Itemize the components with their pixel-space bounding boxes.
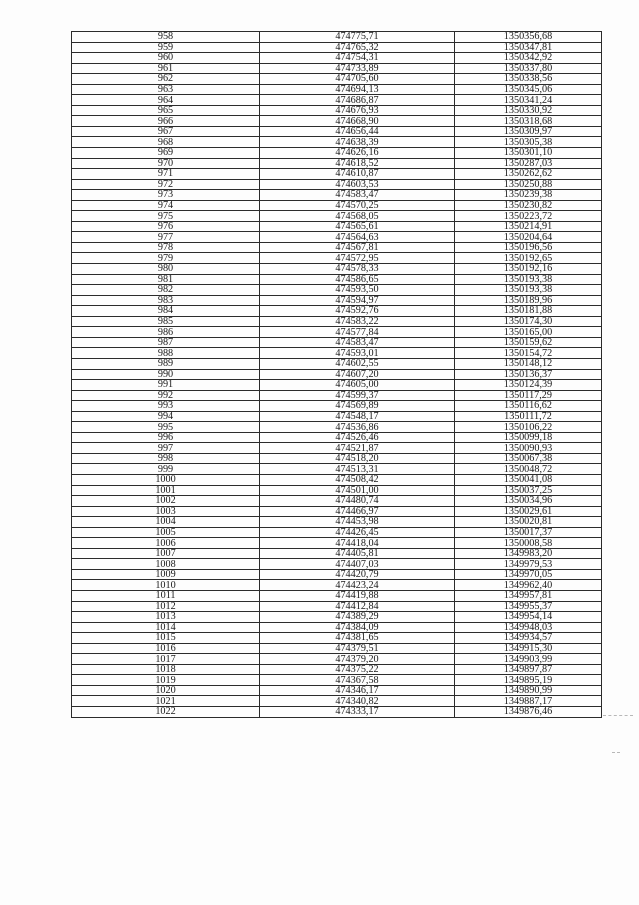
x-coordinate-cell: 474603,53 bbox=[260, 179, 455, 190]
x-coordinate-cell: 474583,47 bbox=[260, 337, 455, 348]
y-coordinate-cell: 1350338,56 bbox=[455, 74, 602, 85]
point-number-cell: 1007 bbox=[72, 548, 260, 559]
table-row bbox=[72, 485, 602, 496]
y-coordinate-cell: 1349979,53 bbox=[455, 559, 602, 570]
table-row bbox=[72, 390, 602, 401]
x-coordinate-cell: 474548,17 bbox=[260, 411, 455, 422]
point-number-cell: 1001 bbox=[72, 485, 260, 496]
x-coordinate-cell: 474418,04 bbox=[260, 538, 455, 549]
y-coordinate-cell: 1350034,96 bbox=[455, 496, 602, 507]
y-coordinate-cell: 1350008,58 bbox=[455, 538, 602, 549]
point-number-cell: 1010 bbox=[72, 580, 260, 591]
coordinates-table-body bbox=[72, 32, 602, 718]
point-number-cell: 1004 bbox=[72, 517, 260, 528]
y-coordinate-cell: 1350301,10 bbox=[455, 148, 602, 159]
table-row bbox=[72, 264, 602, 275]
y-coordinate-cell: 1349957,81 bbox=[455, 590, 602, 601]
y-coordinate-cell: 1350154,72 bbox=[455, 348, 602, 359]
y-coordinate-cell: 1350067,38 bbox=[455, 453, 602, 464]
point-number-cell: 984 bbox=[72, 306, 260, 317]
point-number-cell: 981 bbox=[72, 274, 260, 285]
y-coordinate-cell: 1350159,62 bbox=[455, 337, 602, 348]
point-number-cell: 976 bbox=[72, 221, 260, 232]
table-row bbox=[72, 221, 602, 232]
point-number-cell: 1000 bbox=[72, 474, 260, 485]
x-coordinate-cell: 474564,63 bbox=[260, 232, 455, 243]
y-coordinate-cell: 1350181,88 bbox=[455, 306, 602, 317]
x-coordinate-cell: 474599,37 bbox=[260, 390, 455, 401]
point-number-cell: 977 bbox=[72, 232, 260, 243]
x-coordinate-cell: 474466,97 bbox=[260, 506, 455, 517]
table-row bbox=[72, 369, 602, 380]
point-number-cell: 970 bbox=[72, 158, 260, 169]
table-row bbox=[72, 242, 602, 253]
y-coordinate-cell: 1350116,62 bbox=[455, 401, 602, 412]
x-coordinate-cell: 474340,82 bbox=[260, 696, 455, 707]
table-row bbox=[72, 506, 602, 517]
y-coordinate-cell: 1349903,99 bbox=[455, 654, 602, 665]
point-number-cell: 980 bbox=[72, 264, 260, 275]
x-coordinate-cell: 474656,44 bbox=[260, 126, 455, 137]
table-row bbox=[72, 432, 602, 443]
x-coordinate-cell: 474379,20 bbox=[260, 654, 455, 665]
y-coordinate-cell: 1350193,38 bbox=[455, 274, 602, 285]
x-coordinate-cell: 474419,88 bbox=[260, 590, 455, 601]
point-number-cell: 967 bbox=[72, 126, 260, 137]
table-row bbox=[72, 53, 602, 64]
point-number-cell: 978 bbox=[72, 242, 260, 253]
x-coordinate-cell: 474605,00 bbox=[260, 380, 455, 391]
table-row bbox=[72, 158, 602, 169]
table-row bbox=[72, 169, 602, 180]
x-coordinate-cell: 474626,16 bbox=[260, 148, 455, 159]
x-coordinate-cell: 474412,84 bbox=[260, 601, 455, 612]
y-coordinate-cell: 1349970,05 bbox=[455, 569, 602, 580]
table-row bbox=[72, 453, 602, 464]
point-number-cell: 1011 bbox=[72, 590, 260, 601]
y-coordinate-cell: 1350356,68 bbox=[455, 32, 602, 43]
point-number-cell: 969 bbox=[72, 148, 260, 159]
point-number-cell: 1013 bbox=[72, 612, 260, 623]
table-row bbox=[72, 337, 602, 348]
point-number-cell: 968 bbox=[72, 137, 260, 148]
y-coordinate-cell: 1350305,38 bbox=[455, 137, 602, 148]
y-coordinate-cell: 1350029,61 bbox=[455, 506, 602, 517]
table-row bbox=[72, 643, 602, 654]
scan-artifact-mark bbox=[612, 752, 620, 753]
y-coordinate-cell: 1349948,03 bbox=[455, 622, 602, 633]
table-row bbox=[72, 411, 602, 422]
x-coordinate-cell: 474578,33 bbox=[260, 264, 455, 275]
table-row bbox=[72, 559, 602, 570]
x-coordinate-cell: 474638,39 bbox=[260, 137, 455, 148]
x-coordinate-cell: 474565,61 bbox=[260, 221, 455, 232]
x-coordinate-cell: 474346,17 bbox=[260, 685, 455, 696]
table-row bbox=[72, 601, 602, 612]
table-row bbox=[72, 527, 602, 538]
y-coordinate-cell: 1349876,46 bbox=[455, 707, 602, 718]
x-coordinate-cell: 474592,76 bbox=[260, 306, 455, 317]
x-coordinate-cell: 474676,93 bbox=[260, 105, 455, 116]
point-number-cell: 994 bbox=[72, 411, 260, 422]
x-coordinate-cell: 474513,31 bbox=[260, 464, 455, 475]
y-coordinate-cell: 1349887,17 bbox=[455, 696, 602, 707]
point-number-cell: 1017 bbox=[72, 654, 260, 665]
table-row bbox=[72, 474, 602, 485]
table-row bbox=[72, 327, 602, 338]
y-coordinate-cell: 1350041,08 bbox=[455, 474, 602, 485]
x-coordinate-cell: 474567,81 bbox=[260, 242, 455, 253]
table-row bbox=[72, 380, 602, 391]
x-coordinate-cell: 474381,65 bbox=[260, 633, 455, 644]
y-coordinate-cell: 1350136,37 bbox=[455, 369, 602, 380]
x-coordinate-cell: 474518,20 bbox=[260, 453, 455, 464]
point-number-cell: 961 bbox=[72, 63, 260, 74]
table-row bbox=[72, 200, 602, 211]
y-coordinate-cell: 1349915,30 bbox=[455, 643, 602, 654]
point-number-cell: 959 bbox=[72, 42, 260, 53]
x-coordinate-cell: 474593,01 bbox=[260, 348, 455, 359]
y-coordinate-cell: 1350230,82 bbox=[455, 200, 602, 211]
point-number-cell: 990 bbox=[72, 369, 260, 380]
x-coordinate-cell: 474570,25 bbox=[260, 200, 455, 211]
point-number-cell: 974 bbox=[72, 200, 260, 211]
point-number-cell: 972 bbox=[72, 179, 260, 190]
x-coordinate-cell: 474426,45 bbox=[260, 527, 455, 538]
y-coordinate-cell: 1350192,16 bbox=[455, 264, 602, 275]
y-coordinate-cell: 1350287,03 bbox=[455, 158, 602, 169]
x-coordinate-cell: 474754,31 bbox=[260, 53, 455, 64]
point-number-cell: 989 bbox=[72, 358, 260, 369]
table-row bbox=[72, 116, 602, 127]
point-number-cell: 988 bbox=[72, 348, 260, 359]
x-coordinate-cell: 474480,74 bbox=[260, 496, 455, 507]
point-number-cell: 1014 bbox=[72, 622, 260, 633]
y-coordinate-cell: 1350192,65 bbox=[455, 253, 602, 264]
y-coordinate-cell: 1350341,24 bbox=[455, 95, 602, 106]
y-coordinate-cell: 1349895,19 bbox=[455, 675, 602, 686]
table-row bbox=[72, 464, 602, 475]
point-number-cell: 979 bbox=[72, 253, 260, 264]
table-row bbox=[72, 253, 602, 264]
table-row bbox=[72, 232, 602, 243]
table-row bbox=[72, 306, 602, 317]
x-coordinate-cell: 474586,65 bbox=[260, 274, 455, 285]
point-number-cell: 996 bbox=[72, 432, 260, 443]
y-coordinate-cell: 1350239,38 bbox=[455, 190, 602, 201]
table-row bbox=[72, 496, 602, 507]
table-row bbox=[72, 316, 602, 327]
table-row bbox=[72, 675, 602, 686]
y-coordinate-cell: 1350124,39 bbox=[455, 380, 602, 391]
point-number-cell: 1016 bbox=[72, 643, 260, 654]
point-number-cell: 993 bbox=[72, 401, 260, 412]
x-coordinate-cell: 474384,09 bbox=[260, 622, 455, 633]
y-coordinate-cell: 1349934,57 bbox=[455, 633, 602, 644]
point-number-cell: 1003 bbox=[72, 506, 260, 517]
point-number-cell: 1022 bbox=[72, 707, 260, 718]
x-coordinate-cell: 474453,98 bbox=[260, 517, 455, 528]
point-number-cell: 963 bbox=[72, 84, 260, 95]
table-row bbox=[72, 633, 602, 644]
point-number-cell: 1021 bbox=[72, 696, 260, 707]
y-coordinate-cell: 1350106,22 bbox=[455, 422, 602, 433]
y-coordinate-cell: 1350037,25 bbox=[455, 485, 602, 496]
table-row bbox=[72, 517, 602, 528]
x-coordinate-cell: 474379,51 bbox=[260, 643, 455, 654]
y-coordinate-cell: 1350111,72 bbox=[455, 411, 602, 422]
table-row bbox=[72, 84, 602, 95]
table-row bbox=[72, 590, 602, 601]
x-coordinate-cell: 474694,13 bbox=[260, 84, 455, 95]
y-coordinate-cell: 1350337,80 bbox=[455, 63, 602, 74]
table-row bbox=[72, 654, 602, 665]
point-number-cell: 983 bbox=[72, 295, 260, 306]
x-coordinate-cell: 474765,32 bbox=[260, 42, 455, 53]
table-row bbox=[72, 685, 602, 696]
y-coordinate-cell: 1350165,00 bbox=[455, 327, 602, 338]
table-row bbox=[72, 538, 602, 549]
y-coordinate-cell: 1350117,29 bbox=[455, 390, 602, 401]
y-coordinate-cell: 1349955,37 bbox=[455, 601, 602, 612]
y-coordinate-cell: 1350017,37 bbox=[455, 527, 602, 538]
y-coordinate-cell: 1349962,40 bbox=[455, 580, 602, 591]
x-coordinate-cell: 474607,20 bbox=[260, 369, 455, 380]
table-row bbox=[72, 622, 602, 633]
table-row bbox=[72, 401, 602, 412]
point-number-cell: 992 bbox=[72, 390, 260, 401]
table-row bbox=[72, 95, 602, 106]
y-coordinate-cell: 1350196,56 bbox=[455, 242, 602, 253]
x-coordinate-cell: 474705,60 bbox=[260, 74, 455, 85]
table-row bbox=[72, 348, 602, 359]
x-coordinate-cell: 474610,87 bbox=[260, 169, 455, 180]
y-coordinate-cell: 1349954,14 bbox=[455, 612, 602, 623]
point-number-cell: 995 bbox=[72, 422, 260, 433]
x-coordinate-cell: 474686,87 bbox=[260, 95, 455, 106]
y-coordinate-cell: 1350148,12 bbox=[455, 358, 602, 369]
y-coordinate-cell: 1350099,18 bbox=[455, 432, 602, 443]
x-coordinate-cell: 474536,86 bbox=[260, 422, 455, 433]
x-coordinate-cell: 474594,97 bbox=[260, 295, 455, 306]
table-row bbox=[72, 696, 602, 707]
y-coordinate-cell: 1349890,99 bbox=[455, 685, 602, 696]
x-coordinate-cell: 474420,79 bbox=[260, 569, 455, 580]
table-row bbox=[72, 707, 602, 718]
y-coordinate-cell: 1350262,62 bbox=[455, 169, 602, 180]
y-coordinate-cell: 1350330,92 bbox=[455, 105, 602, 116]
x-coordinate-cell: 474375,22 bbox=[260, 664, 455, 675]
x-coordinate-cell: 474501,00 bbox=[260, 485, 455, 496]
point-number-cell: 1005 bbox=[72, 527, 260, 538]
x-coordinate-cell: 474583,22 bbox=[260, 316, 455, 327]
x-coordinate-cell: 474775,71 bbox=[260, 32, 455, 43]
x-coordinate-cell: 474572,95 bbox=[260, 253, 455, 264]
point-number-cell: 958 bbox=[72, 32, 260, 43]
table-row bbox=[72, 126, 602, 137]
x-coordinate-cell: 474577,84 bbox=[260, 327, 455, 338]
table-row bbox=[72, 42, 602, 53]
x-coordinate-cell: 474583,47 bbox=[260, 190, 455, 201]
y-coordinate-cell: 1350347,81 bbox=[455, 42, 602, 53]
table-row bbox=[72, 148, 602, 159]
y-coordinate-cell: 1350020,81 bbox=[455, 517, 602, 528]
table-row bbox=[72, 63, 602, 74]
point-number-cell: 975 bbox=[72, 211, 260, 222]
scan-artifact-mark bbox=[603, 715, 633, 716]
point-number-cell: 998 bbox=[72, 453, 260, 464]
y-coordinate-cell: 1350318,68 bbox=[455, 116, 602, 127]
table-row bbox=[72, 74, 602, 85]
table-row bbox=[72, 664, 602, 675]
x-coordinate-cell: 474602,55 bbox=[260, 358, 455, 369]
point-number-cell: 971 bbox=[72, 169, 260, 180]
x-coordinate-cell: 474618,52 bbox=[260, 158, 455, 169]
y-coordinate-cell: 1350174,30 bbox=[455, 316, 602, 327]
table-row bbox=[72, 190, 602, 201]
table-row bbox=[72, 569, 602, 580]
y-coordinate-cell: 1349897,87 bbox=[455, 664, 602, 675]
x-coordinate-cell: 474423,24 bbox=[260, 580, 455, 591]
x-coordinate-cell: 474508,42 bbox=[260, 474, 455, 485]
point-number-cell: 1012 bbox=[72, 601, 260, 612]
x-coordinate-cell: 474333,17 bbox=[260, 707, 455, 718]
point-number-cell: 1019 bbox=[72, 675, 260, 686]
table-row bbox=[72, 443, 602, 454]
point-number-cell: 973 bbox=[72, 190, 260, 201]
x-coordinate-cell: 474521,87 bbox=[260, 443, 455, 454]
x-coordinate-cell: 474568,05 bbox=[260, 211, 455, 222]
y-coordinate-cell: 1350223,72 bbox=[455, 211, 602, 222]
point-number-cell: 1006 bbox=[72, 538, 260, 549]
y-coordinate-cell: 1350090,93 bbox=[455, 443, 602, 454]
x-coordinate-cell: 474593,50 bbox=[260, 285, 455, 296]
x-coordinate-cell: 474733,89 bbox=[260, 63, 455, 74]
x-coordinate-cell: 474405,81 bbox=[260, 548, 455, 559]
table-row bbox=[72, 548, 602, 559]
x-coordinate-cell: 474526,46 bbox=[260, 432, 455, 443]
table-row bbox=[72, 274, 602, 285]
point-number-cell: 966 bbox=[72, 116, 260, 127]
point-number-cell: 1018 bbox=[72, 664, 260, 675]
point-number-cell: 986 bbox=[72, 327, 260, 338]
y-coordinate-cell: 1350309,97 bbox=[455, 126, 602, 137]
point-number-cell: 965 bbox=[72, 105, 260, 116]
point-number-cell: 962 bbox=[72, 74, 260, 85]
y-coordinate-cell: 1350204,64 bbox=[455, 232, 602, 243]
y-coordinate-cell: 1350189,96 bbox=[455, 295, 602, 306]
point-number-cell: 982 bbox=[72, 285, 260, 296]
y-coordinate-cell: 1350193,38 bbox=[455, 285, 602, 296]
table-row bbox=[72, 179, 602, 190]
y-coordinate-cell: 1350048,72 bbox=[455, 464, 602, 475]
y-coordinate-cell: 1350345,06 bbox=[455, 84, 602, 95]
table-row bbox=[72, 285, 602, 296]
y-coordinate-cell: 1349983,20 bbox=[455, 548, 602, 559]
x-coordinate-cell: 474407,03 bbox=[260, 559, 455, 570]
table-row bbox=[72, 295, 602, 306]
point-number-cell: 999 bbox=[72, 464, 260, 475]
y-coordinate-cell: 1350214,91 bbox=[455, 221, 602, 232]
point-number-cell: 1008 bbox=[72, 559, 260, 570]
table-row bbox=[72, 32, 602, 43]
point-number-cell: 987 bbox=[72, 337, 260, 348]
point-number-cell: 1002 bbox=[72, 496, 260, 507]
x-coordinate-cell: 474569,89 bbox=[260, 401, 455, 412]
point-number-cell: 960 bbox=[72, 53, 260, 64]
point-number-cell: 964 bbox=[72, 95, 260, 106]
x-coordinate-cell: 474367,58 bbox=[260, 675, 455, 686]
point-number-cell: 991 bbox=[72, 380, 260, 391]
y-coordinate-cell: 1350250,88 bbox=[455, 179, 602, 190]
x-coordinate-cell: 474389,29 bbox=[260, 612, 455, 623]
point-number-cell: 985 bbox=[72, 316, 260, 327]
point-number-cell: 1009 bbox=[72, 569, 260, 580]
table-row bbox=[72, 612, 602, 623]
table-row bbox=[72, 105, 602, 116]
point-number-cell: 1020 bbox=[72, 685, 260, 696]
x-coordinate-cell: 474668,90 bbox=[260, 116, 455, 127]
table-row bbox=[72, 580, 602, 591]
table-row bbox=[72, 358, 602, 369]
coordinates-table bbox=[71, 31, 602, 718]
table-row bbox=[72, 211, 602, 222]
point-number-cell: 997 bbox=[72, 443, 260, 454]
y-coordinate-cell: 1350342,92 bbox=[455, 53, 602, 64]
table-row bbox=[72, 137, 602, 148]
table-row bbox=[72, 422, 602, 433]
point-number-cell: 1015 bbox=[72, 633, 260, 644]
